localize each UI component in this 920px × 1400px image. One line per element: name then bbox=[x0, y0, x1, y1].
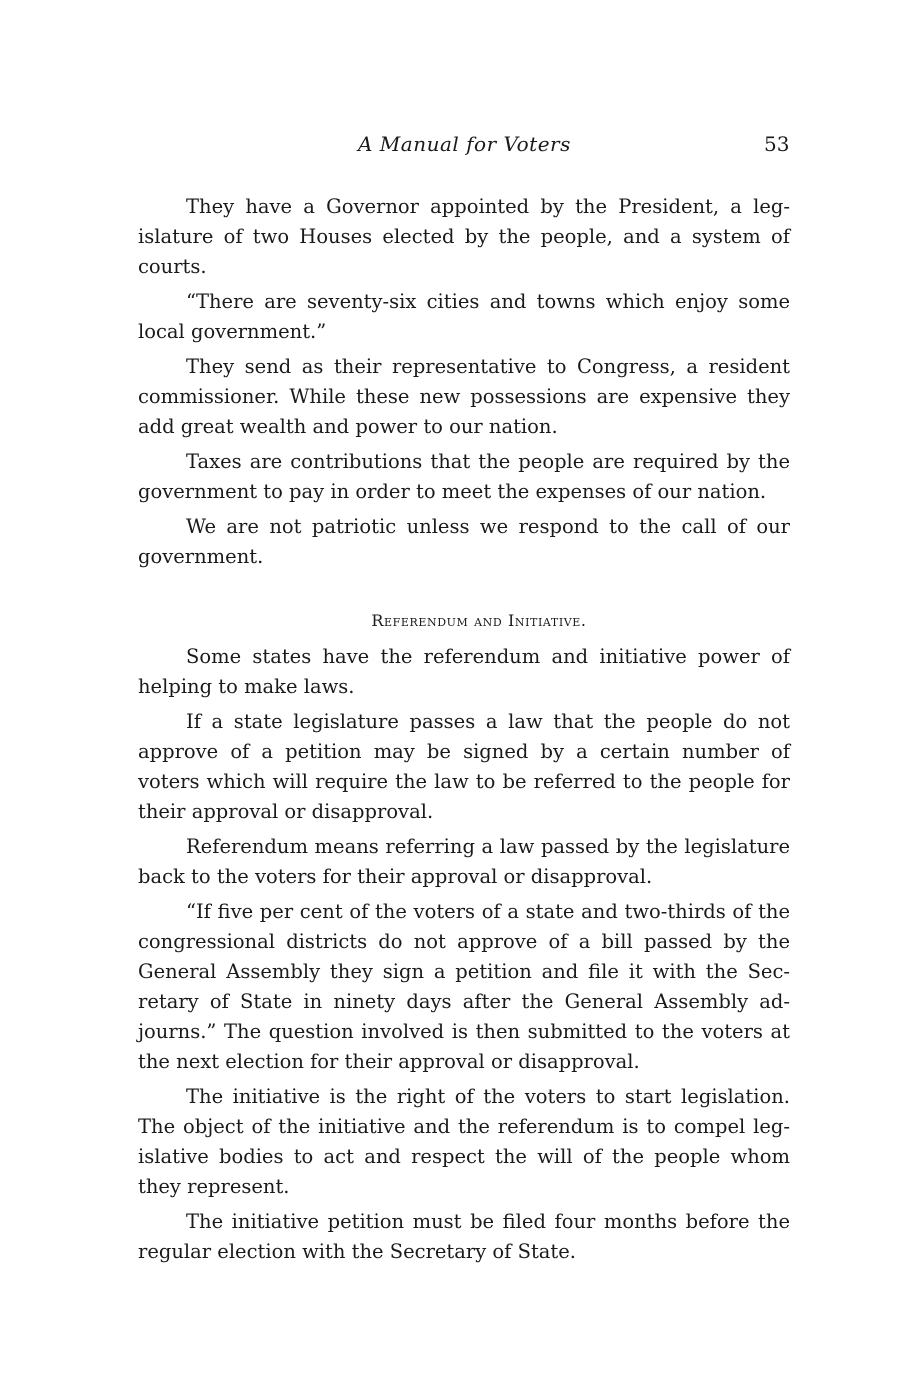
paragraph: “There are seventy-six cities and towns which enjoy some local government.” bbox=[138, 290, 790, 343]
paragraph: Referendum means referring a law passed by the legislature back to the voters for their approval or disapproval. bbox=[138, 835, 790, 888]
paragraph: Taxes are contributions that the people are required by the government to pay in order to meet the expenses of our nation. bbox=[138, 450, 790, 503]
paragraph: The initiative petition must be filed four months before the regular election with the Secretary of State. bbox=[138, 1210, 790, 1263]
paragraph: Some states have the referendum and initiative power of helping to make laws. bbox=[138, 645, 790, 698]
page-body bbox=[138, 192, 790, 1272]
paragraph: They send as their representative to Congress, a resident commissioner. While these new possessions are expensive they add great wealth and power to our nation. bbox=[138, 355, 790, 438]
page-number: 53 bbox=[764, 132, 790, 156]
running-title: A Manual for Voters bbox=[358, 132, 571, 156]
paragraph: They have a Governor appointed by the President, a legislature of two Houses elected by the people, and a system of courts. bbox=[138, 195, 790, 278]
paragraph: We are not patriotic unless we respond to the call of our government. bbox=[138, 515, 790, 568]
paragraph: The initiative is the right of the voters to start legislation. The object of the initiative and the referendum is to compel legislative bodies to act and respect the will of the people whom they represent. bbox=[138, 1085, 790, 1198]
running-head bbox=[0, 132, 920, 164]
section-heading: Referendum and Initiative. bbox=[371, 611, 587, 630]
paragraph: “If five per cent of the voters of a state and two-thirds of the congressional districts do not approve of a bill passed by the General Assembly they sign a petition and file it with the Secretary of State in ninety days after the General Assembly adjourns.” The question involved is then submitted to the voters at the next election for their approval or disapproval. bbox=[138, 900, 790, 1073]
paragraph: If a state legislature passes a law that the people do not approve of a petition may be signed by a certain number of voters which will require the law to be referred to the people for their approval or disapproval. bbox=[138, 710, 790, 823]
